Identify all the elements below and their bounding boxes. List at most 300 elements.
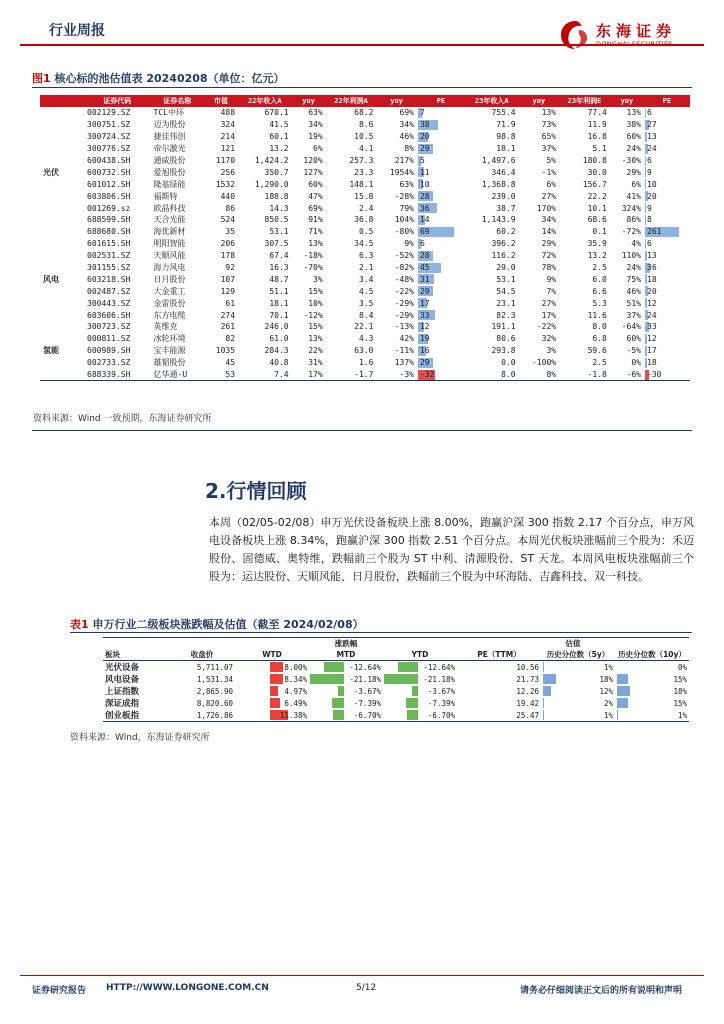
value-cell: -18%: [303, 251, 323, 261]
pe-value: 9: [647, 167, 652, 177]
pe-value: 18: [647, 358, 657, 368]
ytd-value: -12.64%: [423, 662, 455, 672]
sector-label: 氢能: [43, 346, 59, 356]
value-cell: 42%: [399, 334, 414, 344]
value-cell: 178: [220, 251, 236, 261]
stock-code: 300723.SZ: [87, 322, 131, 332]
pe-value: 10: [647, 179, 657, 189]
value-cell: 7.4: [238, 369, 292, 381]
pe-value: 13: [647, 132, 657, 142]
pe-bar: [645, 203, 646, 213]
value-cell: 6.0: [592, 274, 607, 284]
pe-cell: [417, 226, 465, 238]
value-cell: 8.0: [465, 369, 519, 381]
pe-value: -30: [647, 370, 662, 380]
t1-col-header: yoy: [519, 95, 560, 107]
t2-col-header: 收盘价: [169, 649, 235, 661]
pe-cell: [644, 226, 690, 238]
mtd-value: -12.64%: [349, 662, 381, 672]
table-row: [40, 357, 690, 369]
wtd-value: 8.00%: [284, 662, 307, 672]
table1-label: 表1: [70, 618, 89, 631]
stock-name: 英维克: [153, 322, 178, 332]
value-cell: 1,368.8: [481, 179, 516, 189]
pe-value: 20: [419, 132, 430, 142]
value-cell: 3.5: [358, 298, 374, 308]
mtd-cell: [309, 709, 383, 722]
stock-code: 603806.SH: [87, 191, 131, 201]
p10-cell: [615, 709, 689, 722]
stock-code: 603218.SH: [87, 274, 131, 284]
stock-code: 603606.SH: [87, 310, 131, 320]
mtd-value: -7.39%: [353, 698, 381, 708]
value-cell: 16.3: [269, 263, 289, 273]
stock-name: 海优新材: [153, 227, 186, 237]
sector-name: 上证指数: [105, 687, 140, 697]
table-row: [103, 697, 689, 709]
t2-col-header: WTD: [235, 649, 309, 661]
t1-col-header: PE: [417, 95, 465, 107]
pe-cell: [417, 119, 465, 131]
stock-code: 002129.SZ: [87, 108, 131, 118]
pe-cell: [644, 119, 690, 131]
value-cell: 46%: [626, 286, 641, 296]
brand-logo: [558, 18, 708, 54]
t1-col-sector: [40, 95, 84, 107]
stock-code: 300751.SZ: [87, 120, 131, 130]
p10-value: 0%: [677, 662, 687, 672]
pe-cell: [417, 333, 465, 345]
figure1-caption: 核心标的池估值表 20240208（单位：亿元）: [54, 72, 285, 85]
footer-url[interactable]: HTTP://WWW.LONGONE.COM.CN: [106, 983, 269, 993]
value-cell: 1,424.2: [254, 156, 289, 165]
pe-cell: [644, 214, 690, 226]
value-cell: 1035: [215, 346, 236, 356]
pe-value: 8: [647, 215, 652, 225]
value-cell: 61.0: [269, 334, 289, 344]
table-row: [103, 673, 689, 685]
value-cell: 13%: [308, 239, 323, 249]
stock-name: 迈为股份: [153, 120, 186, 130]
sector-label: 光伏: [43, 167, 59, 177]
t1-col-header: 23年利润E: [559, 95, 610, 107]
t2-group-valuation: 估值: [457, 638, 689, 650]
sector-performance-table: [103, 637, 689, 722]
value-cell: -64%: [621, 322, 641, 332]
p10-value: 18%: [673, 686, 687, 696]
mtd-bar: [333, 710, 344, 720]
pe-value: 33: [647, 322, 657, 332]
value-cell: 0.5: [358, 227, 374, 237]
value-cell: 77.4: [587, 108, 607, 118]
mtd-bar: [332, 698, 344, 708]
pe-value: 21.73: [516, 674, 539, 684]
value-cell: 92: [225, 263, 236, 273]
footer-divider: [20, 975, 704, 976]
value-cell: 396.2: [491, 239, 516, 249]
pe-cell: [417, 369, 465, 381]
pe-cell: [644, 297, 690, 309]
sector-name: 风电设备: [105, 675, 140, 685]
value-cell: 22.1: [354, 322, 374, 332]
p10-cell: [615, 685, 689, 697]
pe-cell: [644, 357, 690, 369]
value-cell: 29.0: [496, 263, 516, 273]
value-cell: 91%: [308, 215, 323, 225]
table-row: [40, 178, 690, 190]
value-cell: 13%: [541, 108, 557, 118]
value-cell: -70%: [303, 263, 323, 273]
sector-label: [40, 297, 84, 309]
pe-cell: [417, 250, 465, 262]
value-cell: 82.3: [496, 310, 516, 320]
value-cell: 256: [220, 167, 236, 177]
stock-name: 隆基绿能: [153, 179, 186, 189]
t2-group-change: 涨跌幅: [235, 638, 457, 650]
value-cell: 17%: [541, 310, 557, 320]
value-cell: 11.9: [587, 120, 607, 130]
value-cell: 9%: [546, 274, 557, 284]
ytd-cell: [383, 673, 457, 685]
pe-value: 12: [647, 298, 657, 308]
value-cell: 8%: [404, 144, 414, 154]
value-cell: 246.0: [264, 322, 289, 332]
p10-value: 15%: [673, 698, 687, 708]
value-cell: -72%: [621, 227, 641, 237]
value-cell: 71.9: [496, 120, 516, 130]
value-cell: 22%: [308, 346, 323, 356]
value-cell: 34.5: [354, 239, 374, 249]
t1-col-header: 22年收入A: [238, 95, 292, 107]
footer-disclaimer: 请务必仔细阅读正文后的所有说明和声明: [520, 986, 683, 996]
value-cell: 3%: [313, 274, 323, 284]
wtd-value: 6.49%: [284, 698, 307, 708]
footer-label: 证券研究报告: [32, 986, 87, 996]
figure1-source: 资料来源：Wind 一致预期，东海证券研究所: [33, 414, 212, 424]
stock-code: 001269.sz: [87, 203, 131, 213]
t2-col-header: YTD: [383, 649, 457, 661]
stock-name: TCL中环: [153, 108, 184, 118]
value-cell: 1,497.6: [481, 156, 516, 165]
value-cell: 37%: [626, 310, 641, 320]
value-cell: 2.4: [358, 203, 374, 213]
value-cell: 78%: [541, 263, 557, 273]
value-cell: 6%: [631, 179, 641, 189]
stock-code: 601012.SH: [87, 179, 131, 189]
sector-label: [40, 107, 84, 119]
value-cell: 4%: [631, 239, 641, 249]
pe-cell: [644, 107, 690, 119]
value-cell: 8.6: [358, 120, 374, 130]
value-cell: 239.0: [491, 191, 516, 201]
sector-label: [40, 131, 84, 143]
t2-col-header: 板块: [103, 649, 169, 661]
value-cell: 6%: [313, 144, 323, 154]
value-cell: 324%: [621, 203, 641, 213]
pe-cell: [644, 321, 690, 333]
pe-cell: [417, 131, 465, 143]
pe-value: 31: [419, 274, 430, 284]
value-cell: -48%: [394, 274, 414, 284]
value-cell: -5%: [626, 346, 641, 356]
stock-name: 日月股份: [153, 274, 186, 284]
wtd-value: 4.97%: [284, 686, 307, 696]
pe-value: 6: [647, 108, 652, 118]
table-row: [40, 131, 690, 143]
pe-value: 9: [647, 203, 652, 213]
value-cell: 63%: [308, 108, 323, 118]
pe-value: 17: [647, 346, 657, 356]
t1-col-header: 证券名称: [151, 95, 204, 107]
pe-cell: [644, 273, 690, 285]
wtd-bar: [270, 662, 283, 672]
p10-cell: [615, 661, 689, 674]
pe-cell: [417, 285, 465, 297]
p5-value: 1%: [603, 662, 613, 672]
value-cell: 60%: [308, 179, 323, 189]
stock-code: 601615.SH: [87, 239, 131, 249]
p5-value: 12%: [599, 686, 613, 696]
pe-bar: [645, 215, 646, 225]
value-cell: 69%: [399, 108, 414, 118]
value-cell: 65%: [541, 132, 557, 142]
value-cell: 63.0: [354, 346, 374, 356]
value-cell: -29%: [394, 310, 414, 320]
p10-bar: [617, 698, 628, 708]
pe-bar: [645, 156, 646, 166]
pe-value: 36: [647, 263, 657, 273]
value-cell: 1170: [215, 156, 236, 165]
pe-value: 6: [647, 156, 652, 165]
value-cell: 23.1: [496, 298, 516, 308]
table-row: [40, 262, 690, 274]
value-cell: 41%: [626, 191, 641, 201]
stock-name: 通威股份: [153, 156, 186, 165]
stock-name: 捷佳伟创: [153, 132, 186, 142]
value-cell: 850.5: [264, 215, 289, 225]
pe-value: 27: [647, 120, 657, 130]
pe-value: 33: [419, 310, 430, 320]
pe-cell: [417, 155, 465, 167]
mtd-bar: [324, 662, 344, 672]
sector-label: [40, 285, 84, 297]
pe-value: 25.47: [457, 709, 541, 722]
table-row: [40, 297, 690, 309]
close-value: 8,820.60: [196, 698, 233, 708]
ytd-value: -21.18%: [423, 674, 455, 684]
value-cell: 53.1: [496, 274, 516, 284]
value-cell: 8%: [519, 369, 560, 381]
table1-underline: [70, 632, 692, 633]
p5-bar: [543, 662, 544, 672]
value-cell: 293.8: [491, 346, 516, 356]
value-cell: 170%: [536, 203, 557, 213]
stock-code: 300776.SZ: [87, 144, 131, 154]
value-cell: 104%: [394, 215, 414, 225]
value-cell: 206: [220, 239, 236, 249]
table1-group-header: [103, 638, 689, 650]
value-cell: 46%: [399, 132, 414, 142]
table-row: [103, 685, 689, 697]
value-cell: 13%: [626, 108, 641, 118]
close-value: 2,865.90: [196, 686, 233, 696]
value-cell: 7%: [546, 286, 557, 296]
value-cell: 350.7: [264, 167, 289, 177]
sector-label: [40, 143, 84, 155]
t1-col-header: yoy: [292, 95, 326, 107]
p10-bar: [617, 674, 628, 684]
value-cell: -100%: [532, 358, 557, 368]
pe-cell: [417, 309, 465, 321]
value-cell: 23.3: [354, 167, 374, 177]
value-cell: 191.1: [491, 322, 516, 332]
value-cell: 29%: [541, 239, 557, 249]
value-cell: 0.1: [592, 227, 607, 237]
stock-name: 金雷股份: [153, 298, 186, 308]
value-cell: 34%: [308, 120, 323, 130]
stock-name: 天顺风能: [153, 251, 186, 261]
value-cell: 71%: [308, 227, 323, 237]
table-row: [40, 202, 690, 214]
stock-name: 福斯特: [153, 191, 178, 201]
pe-value: 12.26: [516, 686, 539, 696]
pe-value: 10.56: [516, 662, 539, 672]
value-cell: 214: [220, 132, 236, 142]
value-cell: -1.7: [326, 369, 377, 381]
value-cell: 324: [220, 120, 236, 130]
value-cell: 35: [225, 227, 236, 237]
stock-code: 002531.SZ: [87, 251, 131, 261]
pe-value: 45: [419, 263, 430, 273]
figure1-label: 图1: [32, 72, 51, 85]
t1-col-header: yoy: [610, 95, 644, 107]
sector-label: [40, 202, 84, 214]
value-cell: 670.1: [264, 108, 289, 118]
t1-col-header: PE: [644, 95, 690, 107]
value-cell: 1,290.0: [254, 179, 289, 189]
value-cell: 15.8: [354, 191, 374, 201]
value-cell: 54.5: [496, 286, 516, 296]
sector-label: [40, 333, 84, 345]
value-cell: -80%: [394, 227, 414, 237]
value-cell: 60%: [626, 334, 641, 344]
value-cell: 45: [225, 358, 236, 368]
ytd-bar: [412, 686, 418, 696]
pe-cell: [417, 190, 465, 202]
value-cell: 188.8: [264, 191, 289, 201]
value-cell: 37%: [541, 144, 557, 154]
p5-cell: [541, 697, 615, 709]
value-cell: 156.7: [582, 179, 607, 189]
value-cell: 10.1: [587, 203, 607, 213]
ytd-value: -7.39%: [427, 698, 455, 708]
pe-value: -32: [419, 370, 435, 380]
value-cell: 22.2: [587, 191, 607, 201]
value-cell: 13.2: [269, 144, 289, 154]
valuation-table: [40, 95, 690, 381]
table-row: [40, 369, 690, 381]
sector-label: 风电: [43, 274, 59, 284]
ytd-cell: [383, 697, 457, 709]
value-cell: 11.6: [587, 310, 607, 320]
ytd-bar: [406, 698, 418, 708]
sector-label: [40, 190, 84, 202]
pe-cell: [644, 238, 690, 250]
pe-cell: [417, 297, 465, 309]
sector-label: [40, 214, 84, 226]
wtd-bar: [270, 698, 280, 708]
p5-bar: [543, 710, 544, 720]
stock-code: 688339.SH: [84, 369, 151, 381]
table1-column-header: [103, 649, 689, 661]
pe-cell: [644, 155, 690, 167]
table-row: [40, 107, 690, 119]
figure1-bottom-rule: [32, 430, 692, 431]
value-cell: 0.0: [501, 358, 516, 368]
ytd-cell: [383, 709, 457, 722]
ytd-value: -6.70%: [427, 710, 455, 720]
stock-name: 帝尔激光: [153, 144, 186, 154]
table1-source: 资料来源：Wind，东海证券研究所: [70, 733, 210, 743]
value-cell: 1,143.9: [481, 215, 516, 225]
pe-value: 28: [419, 251, 430, 261]
pe-value: 261: [647, 227, 662, 237]
wtd-bar: [270, 674, 283, 684]
value-cell: 14.3: [269, 203, 289, 213]
value-cell: 38.7: [496, 203, 516, 213]
market-review-paragraph: 本周（02/05-02/08）申万光伏设备板块上涨 8.00%，跑赢沪深 300 指数 2.17 个百分点，申万风电设备板块上涨 8.34%，跑赢沪深 300 指数 2.51 个百分点。本周光伏板块涨幅前三个股为：禾迈股份、固德威、奥特维，跌幅前三个股为 ST 中利、清源股份、ST 天龙。本周风电板块涨幅前三个股为：运达股份、天顺风能、日月股份，跌幅前三个股为中环海陆、吉鑫科技、双一科技。: [209, 516, 694, 583]
value-cell: -1.8: [559, 369, 610, 381]
sector-label: [40, 119, 84, 131]
value-cell: 38%: [626, 120, 641, 130]
value-cell: 40.8: [269, 358, 289, 368]
pe-cell: [644, 202, 690, 214]
value-cell: 34%: [399, 120, 414, 130]
ytd-bar: [384, 674, 418, 684]
pe-value: 7: [419, 108, 425, 118]
value-cell: 121: [220, 144, 236, 154]
value-cell: 15%: [308, 322, 323, 332]
pe-value: 10: [419, 179, 430, 189]
pe-value: 36: [419, 203, 430, 213]
stock-code: 688680.SH: [87, 227, 131, 237]
value-cell: 82: [225, 334, 236, 344]
pe-cell: [417, 357, 465, 369]
value-cell: 1.6: [358, 358, 374, 368]
value-cell: 75%: [626, 274, 641, 284]
table-row: [40, 119, 690, 131]
value-cell: 116.2: [491, 251, 516, 261]
table-row: [103, 661, 689, 674]
pe-cell: [644, 143, 690, 155]
value-cell: 67.4: [269, 251, 289, 261]
pe-cell: [417, 143, 465, 155]
value-cell: 5%: [546, 156, 557, 165]
value-cell: 1954%: [389, 167, 414, 177]
pe-cell: [417, 345, 465, 357]
t1-col-header: yoy: [376, 95, 417, 107]
value-cell: 32%: [541, 334, 557, 344]
table-row: [40, 285, 690, 297]
pe-value: 38: [419, 120, 430, 130]
stock-name: 海力风电: [153, 263, 186, 273]
stock-name: 明阳智能: [153, 239, 186, 249]
pe-value: 19: [419, 334, 430, 344]
pe-value: 6: [647, 239, 652, 249]
stock-name: 东方电缆: [153, 310, 186, 320]
stock-name: 欧晶科技: [153, 203, 186, 213]
value-cell: 6.3: [358, 251, 374, 261]
